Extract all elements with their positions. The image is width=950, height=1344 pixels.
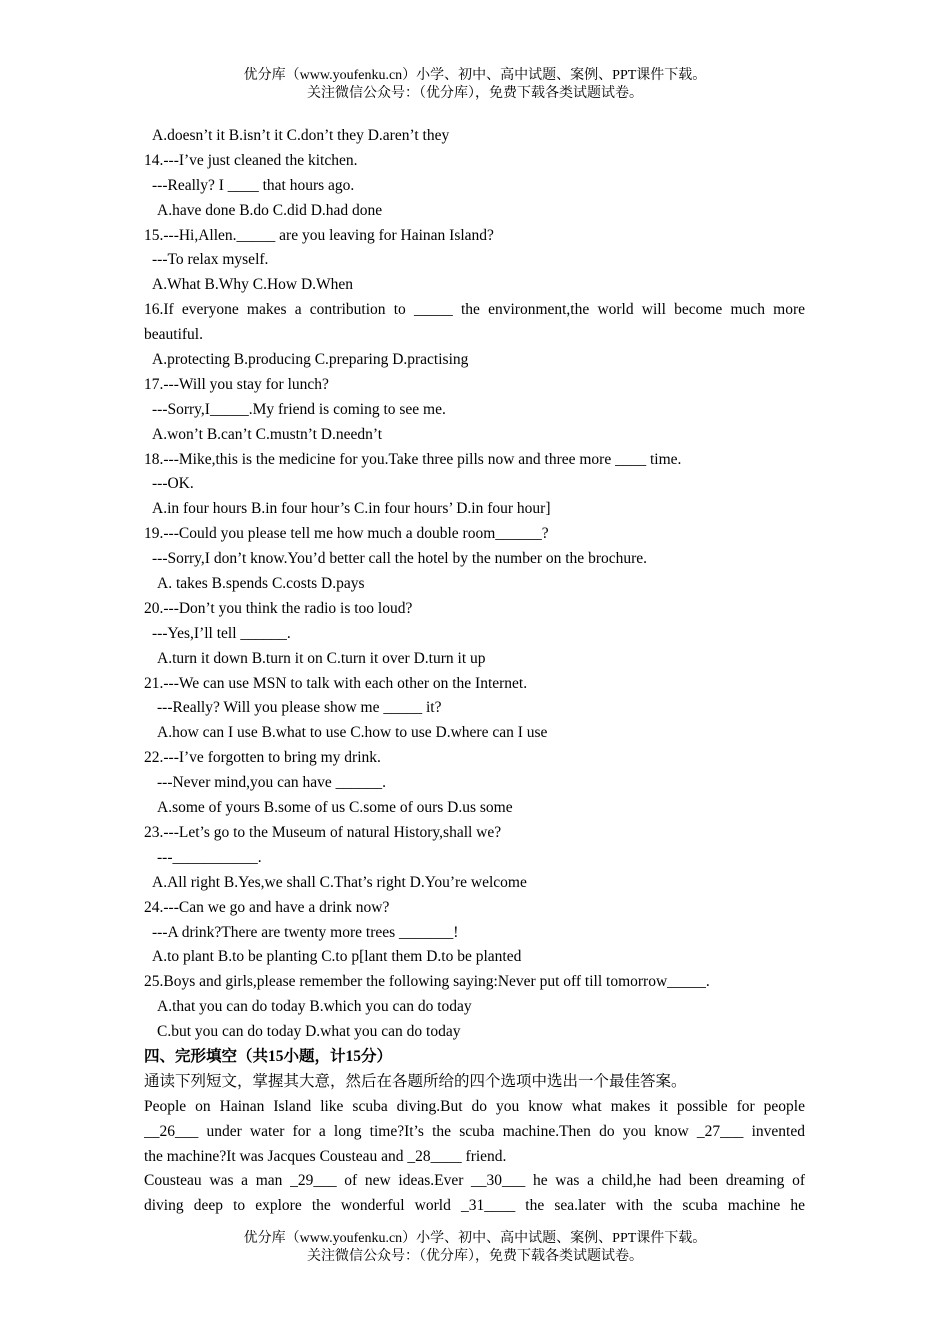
text-line: 15.---Hi,Allen._____ are you leaving for Hainan Island? [144, 226, 494, 244]
text-line: 14.---I’ve just cleaned the kitchen. [144, 151, 358, 169]
text-line: 16.If everyone makes a contribution to _____ the environment,the world will become much more [144, 301, 805, 319]
text-line: A.to plant B.to be planting C.to p[lant them D.to be planted [152, 948, 522, 966]
text-line: 通读下列短文，掌握其大意，然后在各题所给的四个选项中选出一个最佳答案。 [144, 1072, 687, 1090]
text-line: the machine?It was Jacques Cousteau and _28____ friend. [144, 1147, 507, 1165]
text-line: A.All right B.Yes,we shall C.That’s right D.You’re welcome [152, 873, 527, 891]
text-line: A.in four hours B.in four hour’s C.in four hours’ D.in four hour] [152, 500, 551, 518]
text-line: A.doesn’t it B.isn’t it C.don’t they D.aren’t they [152, 127, 450, 144]
text-line: ---Sorry,I_____.My friend is coming to see me. [152, 400, 446, 418]
header-line-1: 优分库（www.youfenku.cn）小学、初中、高中试题、案例、PPT课件下载。 [243, 68, 707, 83]
footer-line-2: 关注微信公众号：（优分库），免费下载各类试题试卷。 [307, 1249, 643, 1264]
document-body [144, 124, 805, 1219]
text-line: __26___ under water for a long time?It’s the scuba machine.Then do you know _27___ invented [144, 1122, 805, 1140]
text-line: 20.---Don’t you think the radio is too loud? [144, 599, 413, 617]
text-line: ---Never mind,you can have ______. [157, 774, 386, 792]
text-line: 17.---Will you stay for lunch? [144, 375, 329, 393]
text-line: A.that you can do today B.which you can do today [157, 998, 472, 1016]
page-header [0, 67, 950, 103]
text-line: A.have done B.do C.did D.had done [157, 201, 383, 219]
text-line: C.but you can do today D.what you can do today [157, 1023, 461, 1041]
text-line: ---OK. [152, 475, 194, 493]
text-line: Cousteau was a man _29___ of new ideas.Ever __30___ he was a child,he had been dreaming of [144, 1172, 805, 1190]
text-line: ---To relax myself. [152, 251, 269, 269]
text-line: A.protecting B.producing C.preparing D.practising [152, 351, 469, 369]
text-line: beautiful. [144, 326, 203, 344]
text-line: 22.---I’ve forgotten to bring my drink. [144, 749, 381, 767]
text-line: 19.---Could you please tell me how much a double room______? [144, 525, 549, 543]
text-line: 18.---Mike,this is the medicine for you.Take three pills now and three more ____ time. [144, 450, 682, 468]
text-line: ---Really? Will you please show me _____ it? [157, 699, 442, 717]
text-line: A. takes B.spends C.costs D.pays [157, 575, 365, 593]
text-line: 23.---Let’s go to the Museum of natural History,shall we? [144, 823, 502, 841]
header-line-2: 关注微信公众号：（优分库），免费下载各类试题试卷。 [307, 86, 643, 101]
text-line: ---Yes,I’ll tell ______. [152, 624, 291, 642]
text-line: A.What B.Why C.How D.When [152, 276, 354, 294]
text-line: diving deep to explore the wonderful world _31____ the sea.later with the scuba machine he [144, 1197, 805, 1215]
text-line: A.some of yours B.some of us C.some of ours D.us some [157, 799, 513, 817]
section-heading: 四、完形填空（共15小题，计15分） [144, 1047, 393, 1065]
text-line: ---A drink?There are twenty more trees _______! [152, 923, 459, 941]
text-line: ---Sorry,I don’t know.You’d better call the hotel by the number on the brochure. [152, 550, 648, 568]
text-line: ---Really? I ____ that hours ago. [152, 176, 355, 194]
text-line: 25.Boys and girls,please remember the following saying:Never put off till tomorrow_____. [144, 973, 710, 991]
text-line: ---___________. [157, 848, 262, 866]
page-footer [0, 1230, 950, 1266]
text-line: A.turn it down B.turn it on C.turn it over D.turn it up [157, 649, 486, 667]
text-line: People on Hainan Island like scuba diving.But do you know what makes it possible for people [144, 1097, 805, 1115]
text-line: 21.---We can use MSN to talk with each other on the Internet. [144, 674, 528, 692]
footer-line-1: 优分库（www.youfenku.cn）小学、初中、高中试题、案例、PPT课件下载。 [243, 1231, 707, 1246]
text-line: A.how can I use B.what to use C.how to use D.where can I use [157, 724, 548, 742]
text-line: 24.---Can we go and have a drink now? [144, 898, 390, 916]
text-line: A.won’t B.can’t C.mustn’t D.needn’t [152, 425, 383, 443]
